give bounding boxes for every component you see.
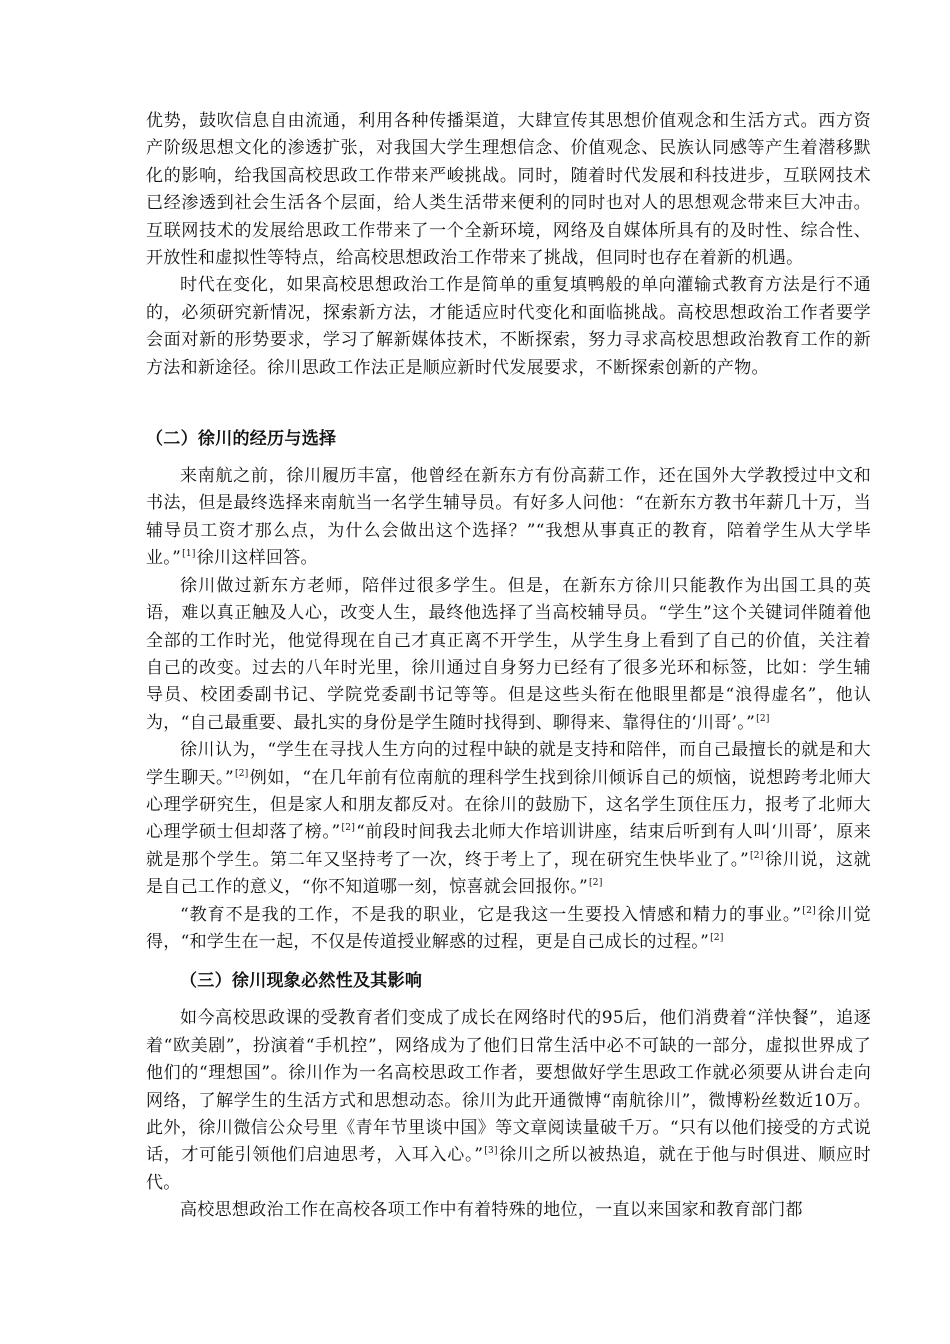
section-heading-2: （二）徐川的经历与选择 <box>146 429 337 450</box>
section3-paragraph-2: 高校思想政治工作在高校各项工作中有着特殊的地位，一直以来国家和教育部门都 <box>180 1200 803 1221</box>
section2-paragraph-1 <box>146 463 871 573</box>
document-body <box>146 108 871 1225</box>
citation-ref: [3] <box>484 1146 498 1157</box>
citation-ref: [2] <box>588 878 603 889</box>
paragraph-text: 徐川认为，“学生在寻找人生方向的过程中缺的就是支持和陪伴，而自己最擅长的就是和大学生聊天。” <box>146 740 871 788</box>
citation-ref: [2] <box>341 823 356 834</box>
paragraph-text: 徐川做过新东方老师，陪伴过很多学生。但是，在新东方徐川只能教作为出国工具的英语，难以真正触及人心，改变人生，最终他选择了当高校辅导员。“学生”这个关键词伴随着他全部的工作时光，他觉得现在自己才真正离不开学生，从学生身上看到了自己的价值，关注着自己的改变。过去的八年时光里，徐川通过自身努力已经有了很多光环和标签，比如：学生辅导员、校团委副书记、学院党委副书记等等。但是这些头衔在他眼里都是“浪得虚名”，他认为，“自己最重要、最扎实的身份是学生随时找得到、聊得来、靠得住的‘川哥’。” <box>146 575 871 733</box>
section2-paragraph-2 <box>146 573 871 737</box>
citation-ref: [1] <box>182 549 196 560</box>
paragraph-text: 例如，“在几年前有位南航的理科学生找到徐川倾诉自己的烦恼，说想跨考北师大心理学研究生，但是家人和朋友都反对。在徐川的鼓励下，这名学生顶住压力，报考了北师大心理学硕士但却落了榜。” <box>146 767 871 843</box>
section3-paragraph-1 <box>146 1005 871 1197</box>
paragraph-text: 徐川这样回答。 <box>196 548 318 569</box>
section-heading-3: （三）徐川现象必然性及其影响 <box>180 971 423 992</box>
paragraph-text: “前段时间我去北师大作培训讲座，结束后听到有人叫‘川哥’，原来就是那个学生。第二年又坚持考了一次，终于考上了，现在研究生快毕业了。” <box>146 822 871 870</box>
citation-ref: [2] <box>750 850 764 861</box>
citation-ref: [2] <box>756 713 770 724</box>
paragraph-text: 如今高校思政课的受教育者们变成了成长在网络时代的95后，他们消费着“洋快餐”，追逐着“欧美剧”，扮演着“手机控”，网络成为了他们日常生活中必不可缺的一部分，虚拟世界成了他们的“理想国”。徐川作为一名高校思政工作者，要想做好学生思政工作就必须要从讲台走向网络，了解学生的生活方式和思想动态。徐川为此开通微博“南航徐川”，微博粉丝数近10万。此外，徐川微信公众号里《青年节里谈中国》等文章阅读量破千万。“只有以他们接受的方式说话，才可能引领他们启迪思考，入耳入心。” <box>146 1008 871 1166</box>
paragraph-text: 徐川之所以被热追，就在于他与时俱进、顺应时代。 <box>146 1145 871 1193</box>
section2-paragraph-3 <box>146 737 871 901</box>
paragraph-text: “教育不是我的工作，不是我的职业，它是我这一生要投入情感和精力的事业。” <box>180 904 802 925</box>
citation-ref: [2] <box>710 932 724 943</box>
paragraph-text: 来南航之前，徐川履历丰富，他曾经在新东方有份高薪工作，还在国外大学教授过中文和书法，但是最终选择来南航当一名学生辅导员。有好多人问他：“在新东方教书年薪几十万，当辅导员工资才那么点，为什么会做出这个选择？”“我想从事真正的教育，陪着学生从大学毕业。” <box>146 466 871 569</box>
paragraph-top-2: 时代在变化，如果高校思想政治工作是简单的重复填鸭般的单向灌输式教育方法是行不通的，必须研究新情况，探索新方法，才能适应时代变化和面临挑战。高校思想政治工作者要学会面对新的形势要求，学习了解新媒体技术，不断探索，努力寻求高校思想政治教育工作的新方法和新途径。徐川思政工作法正是顺应新时代发展要求，不断探索创新的产物。 <box>146 275 871 378</box>
paragraph-text: 徐川觉得，“和学生在一起，不仅是传道授业解惑的过程，更是自己成长的过程。” <box>146 904 871 952</box>
citation-ref: [2] <box>802 905 817 916</box>
paragraph-top-1: 优势，鼓吹信息自由流通，利用各种传播渠道，大肆宣传其思想价值观念和生活方式。西方资产阶级思想文化的渗透扩张，对我国大学生理想信念、价值观念、民族认同感等产生着潜移默化的影响，给我国高校思政工作带来严峻挑战。同时，随着时代发展和科技进步，互联网技术已经渗透到社会生活各个层面，给人类生活带来便利的同时也对人的思想观念带来巨大冲击。互联网技术的发展给思政工作带来了一个全新环境，网络及自媒体所具有的及时性、综合性、开放性和虚拟性等特点，给高校思想政治工作带来了挑战，但同时也存在着新的机遇。 <box>146 111 871 269</box>
paragraph-text: 徐川说，这就是自己工作的意义，“你不知道哪一刻，惊喜就会回报你。” <box>146 849 871 898</box>
citation-ref: [2] <box>234 768 249 779</box>
section2-paragraph-4 <box>146 902 871 957</box>
